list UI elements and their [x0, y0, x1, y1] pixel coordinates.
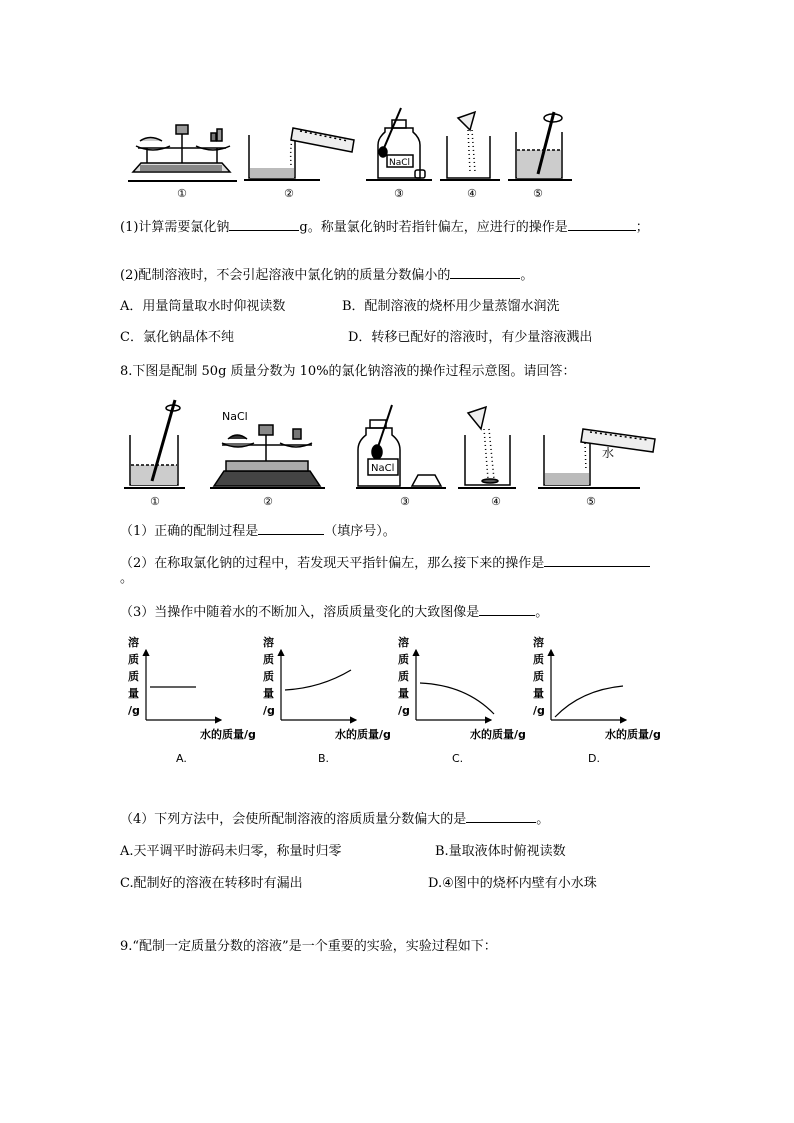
fig8-label-1: ① — [150, 495, 160, 508]
graph-ylabel-char: 溶 — [128, 636, 139, 649]
fig1-label-2: ② — [284, 187, 294, 200]
graph-ylabel-char: 质 — [263, 653, 274, 666]
beaker-pouring-illustration — [249, 128, 354, 178]
q7-part1-text-c: ； — [635, 220, 649, 235]
q7-option-b: B．配制溶液的烧杯用少量蒸馏水润洗 — [342, 299, 560, 314]
graph-ylabel-char: 量 — [533, 687, 544, 700]
graph-ylabel-char: 溶 — [533, 636, 544, 649]
balance-illustration — [133, 125, 230, 172]
beaker-stirring-illustration — [516, 112, 562, 178]
nacl-top-label: NaCl — [222, 410, 248, 423]
q8-option-d: D.④图中的烧杯内壁有小水珠 — [428, 876, 597, 891]
fig1-label-1: ① — [177, 187, 187, 200]
fig8-label-2: ② — [263, 495, 273, 508]
q8-part4 — [120, 810, 549, 828]
beaker-paper-illustration-8 — [465, 407, 510, 485]
q8-part3-end: 。 — [535, 605, 549, 620]
fig8-label-4: ④ — [491, 495, 501, 508]
water-label: 水 — [602, 446, 615, 460]
graph-curve — [555, 686, 623, 717]
q8-part2 — [120, 554, 650, 572]
graph-ylabel-char: 质 — [533, 670, 544, 683]
graph-curve — [420, 683, 494, 714]
q8-part1-text-a: （1）正确的配制过程是 — [120, 524, 259, 539]
beaker-paper-illustration — [447, 112, 490, 178]
q7-part2 — [120, 266, 533, 284]
graph-ylabel-char: 质 — [128, 670, 139, 683]
q8-stem: 8.下图是配制 50g 质量分数为 10%的氯化钠溶液的操作过程示意图。请回答： — [120, 364, 576, 379]
fig1-label-4: ④ — [467, 187, 477, 200]
reagent-jar-illustration-8 — [358, 405, 441, 486]
figure-7-apparatus — [0, 0, 794, 200]
q7-blank-mass[interactable] — [229, 218, 299, 231]
graph-option-label: C. — [452, 752, 464, 765]
graph-ylabel-char: 质 — [263, 670, 274, 683]
reagent-jar-illustration — [378, 108, 425, 178]
q7-blank-operation[interactable] — [568, 218, 636, 231]
q7-part1 — [120, 218, 649, 236]
figure-8-apparatus — [0, 395, 794, 515]
q8-part2-end: 。 — [120, 571, 134, 586]
q7-option-c: C．氯化钠晶体不纯 — [120, 330, 234, 345]
q7-part1-text-b: g。称量氯化钠时若指针偏左，应进行的操作是 — [299, 220, 568, 235]
q7-option-a: A．用量筒量取水时仰视读数 — [120, 299, 286, 314]
q8-part4-end: 。 — [536, 812, 550, 827]
graph-xlabel: 水的质量/g — [335, 728, 391, 741]
balance-illustration-8 — [214, 410, 320, 486]
q8-option-c: C.配制好的溶液在转移时有漏出 — [120, 876, 303, 891]
q8-part2-text: （2）在称取氯化钠的过程中，若发现天平指针偏左，那么接下来的操作是 — [120, 556, 545, 571]
fig1-label-5: ⑤ — [533, 187, 543, 200]
graph-ylabel-char: 溶 — [263, 636, 274, 649]
q8-blank-method[interactable] — [466, 810, 536, 823]
graph-xlabel: 水的质量/g — [200, 728, 256, 741]
q8-part1 — [120, 522, 396, 540]
graph-ylabel-char: /g — [128, 704, 140, 717]
q7-part1-text-a: (1)计算需要氯化钠 — [120, 220, 230, 235]
q9-stem: 9.“配制一定质量分数的溶液”是一个重要的实验，实验过程如下： — [120, 939, 497, 954]
graph-ylabel-char: /g — [533, 704, 545, 717]
q8-option-a: A.天平调平时游码未归零，称量时归零 — [120, 844, 342, 859]
graph-option-label: B. — [318, 752, 330, 765]
nacl-jar-label: NaCl — [371, 463, 395, 474]
q8-option-b: B.量取液体时俯视读数 — [435, 844, 566, 859]
q8-blank-graph[interactable] — [479, 603, 535, 616]
q8-part1-text-b: （填序号）。 — [324, 524, 396, 539]
nacl-label: NaCl — [389, 158, 411, 168]
q8-blank-operation[interactable] — [544, 554, 650, 567]
q7-option-d: D．转移已配好的溶液时，有少量溶液溅出 — [348, 330, 593, 345]
q8-graphs — [0, 632, 794, 772]
graph-ylabel-char: 溶 — [398, 636, 409, 649]
beaker-stirring-illustration-8 — [130, 400, 180, 485]
graph-xlabel: 水的质量/g — [605, 728, 661, 741]
graph-option-label: A. — [176, 752, 187, 765]
q7-part2-end: 。 — [520, 268, 534, 283]
graph-ylabel-char: /g — [263, 704, 275, 717]
graph-ylabel-char: 质 — [128, 653, 139, 666]
graph-ylabel-char: 质 — [398, 670, 409, 683]
q8-part3 — [120, 603, 548, 621]
q8-part3-text: （3）当操作中随着水的不断加入，溶质质量变化的大致图像是 — [120, 605, 480, 620]
q7-part2-text: (2)配制溶液时，不会引起溶液中氯化钠的质量分数偏小的 — [120, 268, 451, 283]
graph-curve — [285, 670, 351, 690]
graph-ylabel-char: 量 — [128, 687, 139, 700]
q8-part4-text: （4）下列方法中，会使所配制溶液的溶质质量分数偏大的是 — [120, 812, 467, 827]
graph-xlabel: 水的质量/g — [470, 728, 526, 741]
fig8-label-3: ③ — [400, 495, 410, 508]
fig1-label-3: ③ — [394, 187, 404, 200]
q7-blank-answer[interactable] — [450, 266, 520, 279]
beaker-cylinder-illustration-8 — [544, 429, 655, 485]
graph-ylabel-char: 质 — [398, 653, 409, 666]
q8-blank-order[interactable] — [258, 522, 324, 535]
graph-ylabel-char: 量 — [263, 687, 274, 700]
graph-ylabel-char: 量 — [398, 687, 409, 700]
graph-ylabel-char: 质 — [533, 653, 544, 666]
graph-ylabel-char: /g — [398, 704, 410, 717]
fig8-label-5: ⑤ — [586, 495, 596, 508]
graph-option-label: D. — [588, 752, 600, 765]
